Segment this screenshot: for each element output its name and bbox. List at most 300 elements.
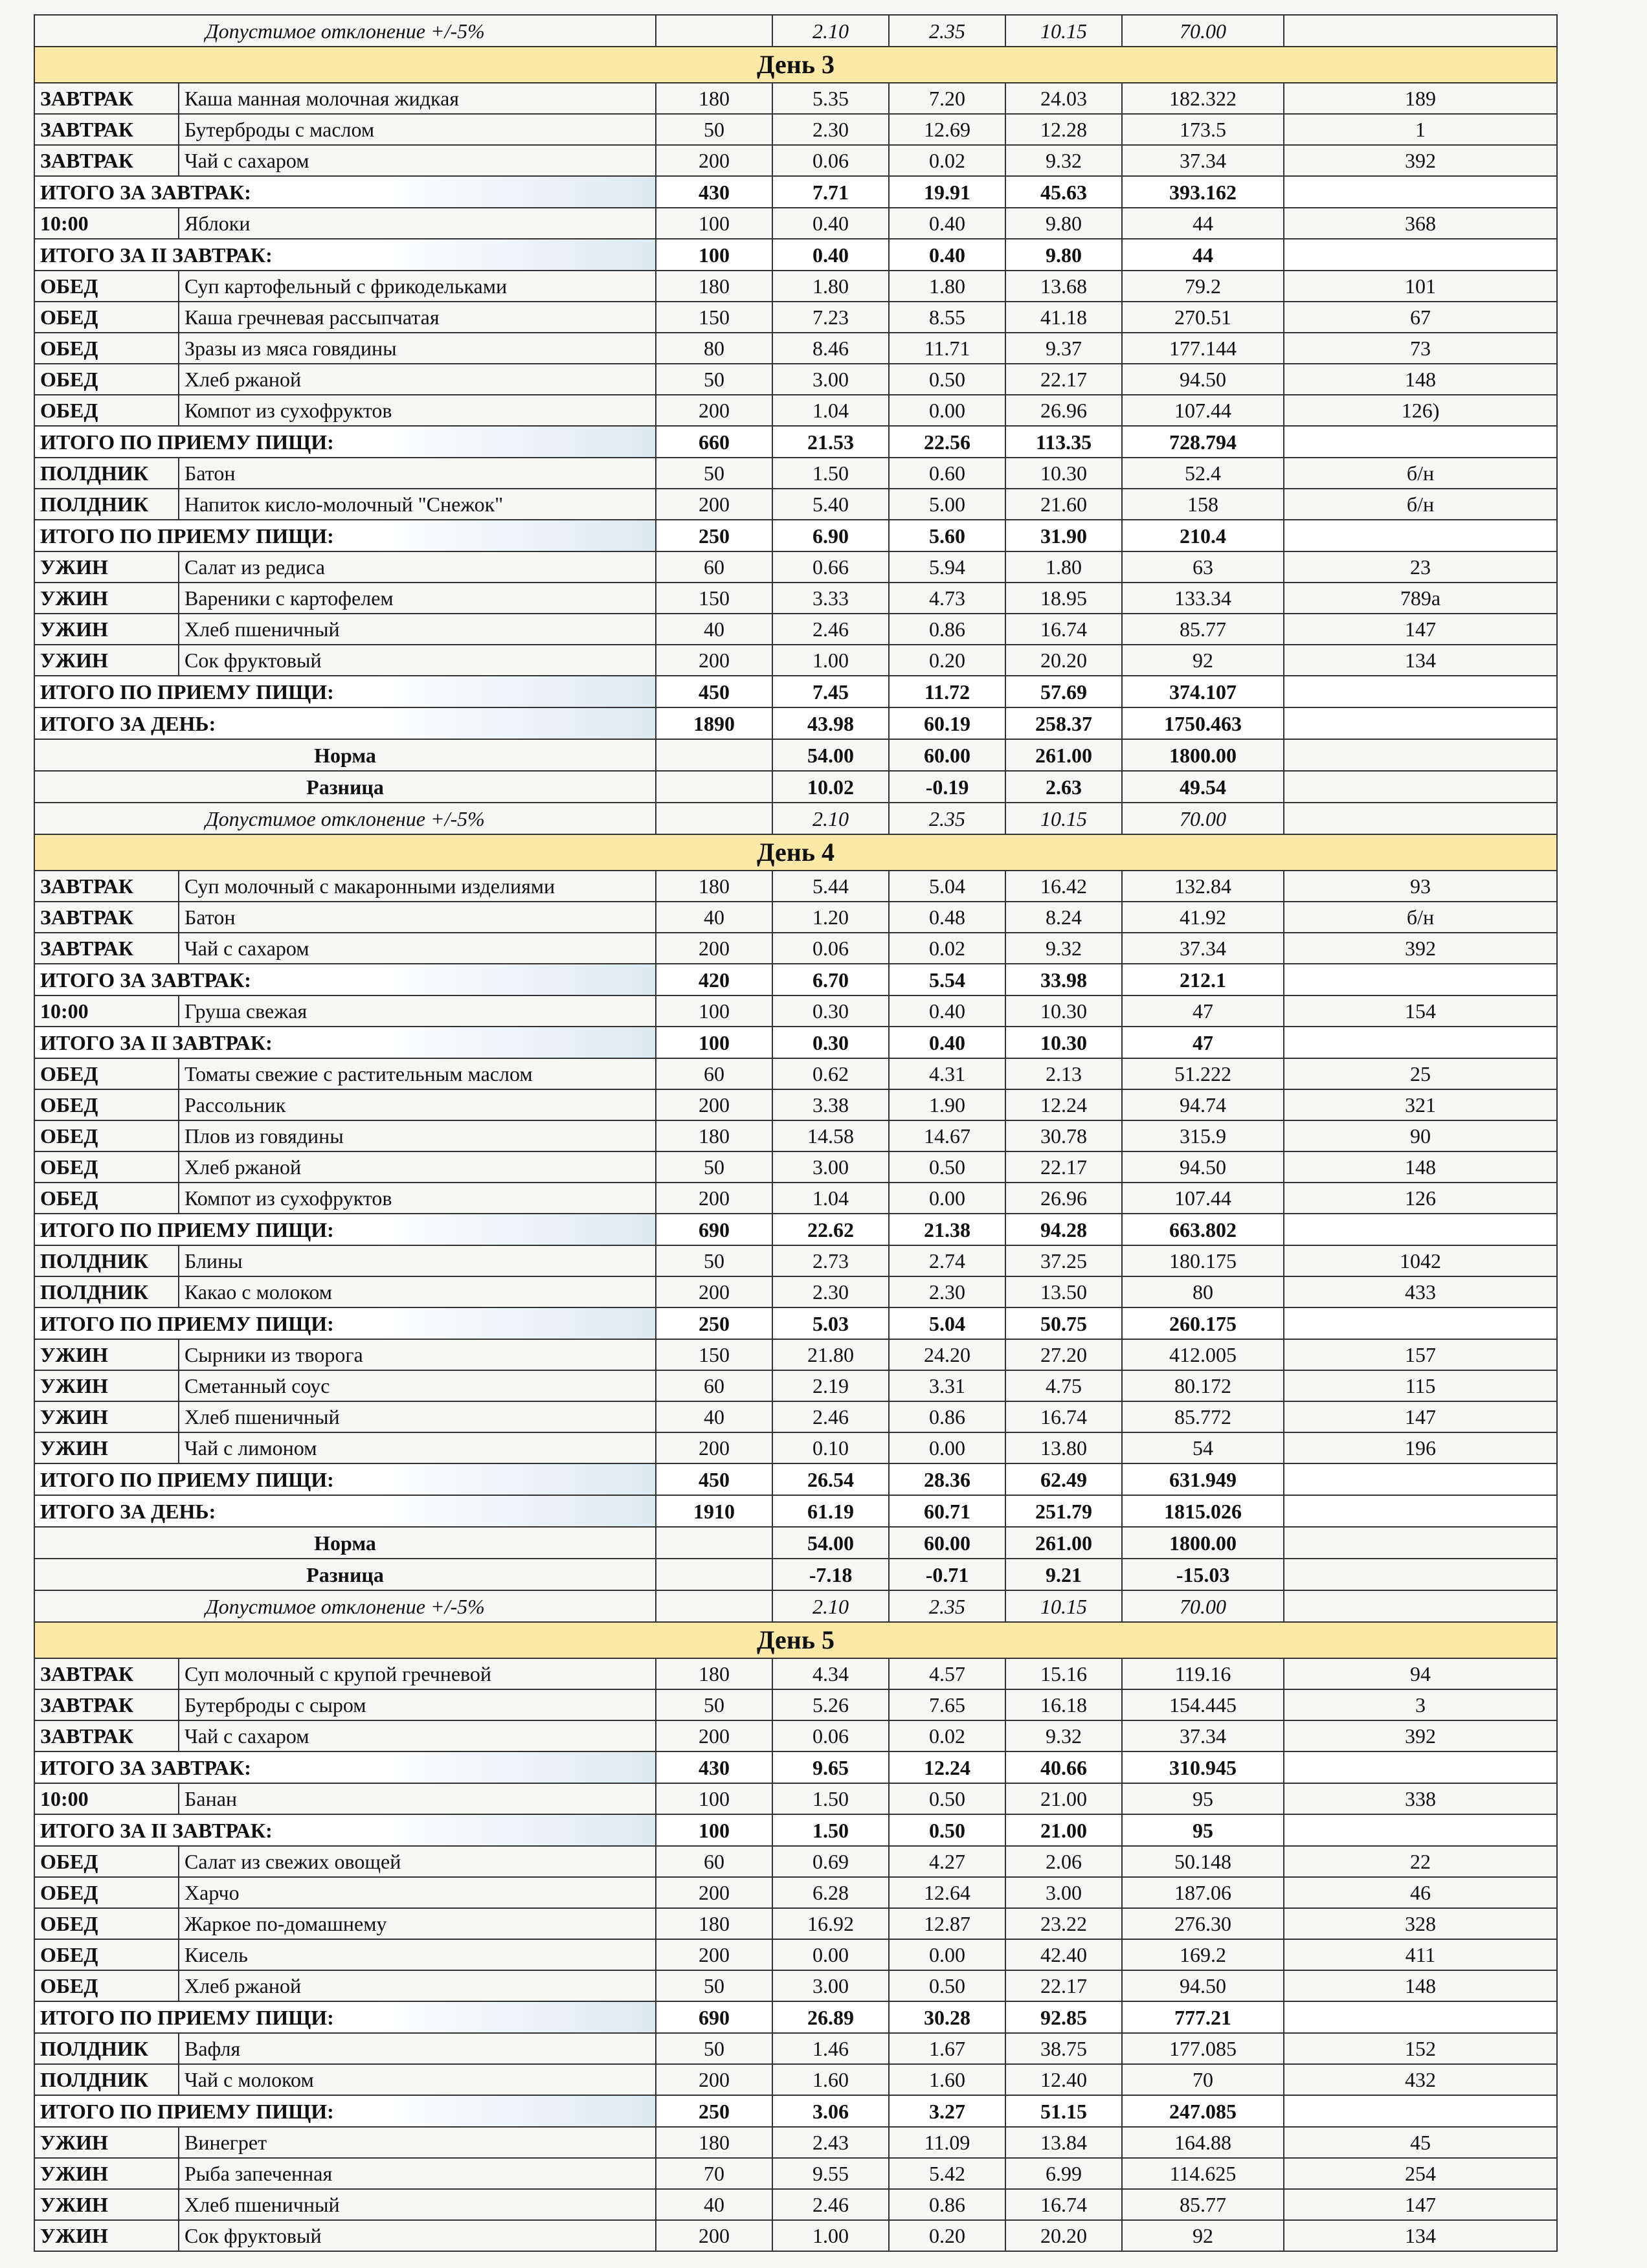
total-label: ИТОГО ПО ПРИЕМУ ПИЩИ: <box>34 2095 656 2127</box>
value-cell: 180 <box>656 271 772 302</box>
value-cell: 3 <box>1284 1689 1557 1720</box>
dish-name: Батон <box>179 458 656 489</box>
value-cell: 94 <box>1284 1658 1557 1689</box>
value-cell <box>1284 707 1557 739</box>
menu-item-row <box>34 1401 1557 1432</box>
value-cell: 50 <box>656 364 772 395</box>
value-cell: 1.80 <box>772 271 889 302</box>
value-cell: 2.35 <box>889 803 1005 834</box>
value-cell: 200 <box>656 2220 772 2251</box>
value-cell: 0.50 <box>889 364 1005 395</box>
meal-name: УЖИН <box>34 583 179 614</box>
value-cell: 4.34 <box>772 1658 889 1689</box>
value-cell: 173.5 <box>1122 114 1284 145</box>
dish-name: Хлеб пшеничный <box>179 2189 656 2220</box>
value-cell: 10.30 <box>1005 995 1122 1027</box>
value-cell: 12.24 <box>889 1751 1005 1783</box>
value-cell: 10.02 <box>772 771 889 803</box>
value-cell <box>1284 1214 1557 1245</box>
value-cell: 70 <box>656 2158 772 2189</box>
value-cell: 148 <box>1284 1970 1557 2001</box>
value-cell: 37.34 <box>1122 1720 1284 1751</box>
meal-name: ЗАВТРАК <box>34 1689 179 1720</box>
value-cell: 2.46 <box>772 1401 889 1432</box>
dish-name: Хлеб ржаной <box>179 1151 656 1183</box>
dish-name: Вафля <box>179 2033 656 2064</box>
value-cell: 1.60 <box>772 2064 889 2095</box>
total-label: ИТОГО ПО ПРИЕМУ ПИЩИ: <box>34 1463 656 1495</box>
value-cell: 6.90 <box>772 520 889 551</box>
value-cell: 200 <box>656 1183 772 1214</box>
value-cell: 80.172 <box>1122 1370 1284 1401</box>
value-cell: 30.28 <box>889 2001 1005 2033</box>
value-cell: 0.00 <box>889 395 1005 426</box>
value-cell: 3.27 <box>889 2095 1005 2127</box>
menu-item-row <box>34 2033 1557 2064</box>
value-cell: 92.85 <box>1005 2001 1122 2033</box>
value-cell: 200 <box>656 1720 772 1751</box>
value-cell: 92 <box>1122 645 1284 676</box>
value-cell: 2.13 <box>1005 1058 1122 1089</box>
value-cell <box>656 803 772 834</box>
value-cell <box>1284 1495 1557 1527</box>
dish-name: Кисель <box>179 1939 656 1970</box>
value-cell: 0.06 <box>772 933 889 964</box>
value-cell: 4.73 <box>889 583 1005 614</box>
value-cell: 3.00 <box>772 364 889 395</box>
meal-name: ОБЕД <box>34 1846 179 1877</box>
value-cell: 37.34 <box>1122 933 1284 964</box>
value-cell: 260.175 <box>1122 1307 1284 1339</box>
value-cell: 51.222 <box>1122 1058 1284 1089</box>
value-cell: 157 <box>1284 1339 1557 1370</box>
value-cell: 51.15 <box>1005 2095 1122 2127</box>
value-cell: 9.80 <box>1005 208 1122 239</box>
total-row <box>34 676 1557 707</box>
dish-name: Напиток кисло-молочный "Снежок" <box>179 489 656 520</box>
menu-item-row <box>34 995 1557 1027</box>
value-cell: 0.86 <box>889 1401 1005 1432</box>
value-cell: 392 <box>1284 1720 1557 1751</box>
value-cell: 114.625 <box>1122 2158 1284 2189</box>
total-label: ИТОГО ЗА II ЗАВТРАК: <box>34 239 656 271</box>
value-cell: 0.10 <box>772 1432 889 1463</box>
value-cell: 5.44 <box>772 871 889 902</box>
meal-name: ОБЕД <box>34 395 179 426</box>
value-cell: 11.72 <box>889 676 1005 707</box>
value-cell: 0.40 <box>889 239 1005 271</box>
value-cell: 5.60 <box>889 520 1005 551</box>
value-cell: 147 <box>1284 2189 1557 2220</box>
menu-item-row <box>34 1432 1557 1463</box>
value-cell: 94.50 <box>1122 1970 1284 2001</box>
value-cell: 0.86 <box>889 614 1005 645</box>
menu-item-row <box>34 1183 1557 1214</box>
menu-item-row <box>34 645 1557 676</box>
value-cell <box>1284 15 1557 47</box>
value-cell: 16.92 <box>772 1908 889 1939</box>
value-cell: 8.46 <box>772 333 889 364</box>
value-cell: 1.20 <box>772 902 889 933</box>
value-cell: 52.4 <box>1122 458 1284 489</box>
value-cell: 158 <box>1122 489 1284 520</box>
value-cell: 2.30 <box>772 114 889 145</box>
value-cell: 40 <box>656 614 772 645</box>
value-cell: 92 <box>1122 2220 1284 2251</box>
value-cell: 9.32 <box>1005 933 1122 964</box>
value-cell: 200 <box>656 645 772 676</box>
menu-item-row <box>34 1089 1557 1120</box>
value-cell: 1042 <box>1284 1245 1557 1276</box>
value-cell: 25 <box>1284 1058 1557 1089</box>
deviation-label: Допустимое отклонение +/-5% <box>34 803 656 834</box>
value-cell: 180 <box>656 1120 772 1151</box>
value-cell: 6.99 <box>1005 2158 1122 2189</box>
dish-name: Хлеб ржаной <box>179 1970 656 2001</box>
value-cell: 0.00 <box>889 1939 1005 1970</box>
meal-name: ОБЕД <box>34 271 179 302</box>
value-cell: 777.21 <box>1122 2001 1284 2033</box>
value-cell <box>1284 239 1557 271</box>
menu-item-row <box>34 1970 1557 2001</box>
value-cell: 8.55 <box>889 302 1005 333</box>
value-cell: 42.40 <box>1005 1939 1122 1970</box>
value-cell: 38.75 <box>1005 2033 1122 2064</box>
total-label: ИТОГО ПО ПРИЕМУ ПИЩИ: <box>34 426 656 458</box>
menu-item-row <box>34 2127 1557 2158</box>
day-title: День 3 <box>34 47 1557 83</box>
norm-row <box>34 739 1557 771</box>
value-cell: 11.71 <box>889 333 1005 364</box>
value-cell: б/н <box>1284 458 1557 489</box>
value-cell: 4.75 <box>1005 1370 1122 1401</box>
value-cell: 432 <box>1284 2064 1557 2095</box>
meal-name: УЖИН <box>34 551 179 583</box>
value-cell: 2.35 <box>889 15 1005 47</box>
value-cell: 310.945 <box>1122 1751 1284 1783</box>
value-cell: 328 <box>1284 1908 1557 1939</box>
value-cell <box>1284 676 1557 707</box>
value-cell: 1.50 <box>772 1783 889 1814</box>
value-cell: 1.67 <box>889 2033 1005 2064</box>
value-cell: 12.24 <box>1005 1089 1122 1120</box>
value-cell: 50 <box>656 114 772 145</box>
value-cell: 254 <box>1284 2158 1557 2189</box>
value-cell: 315.9 <box>1122 1120 1284 1151</box>
value-cell: 20.20 <box>1005 645 1122 676</box>
value-cell: 177.085 <box>1122 2033 1284 2064</box>
value-cell: 0.02 <box>889 1720 1005 1751</box>
value-cell: 0.30 <box>772 1027 889 1058</box>
value-cell: 150 <box>656 1339 772 1370</box>
meal-name: ПОЛДНИК <box>34 2033 179 2064</box>
value-cell: 80 <box>1122 1276 1284 1307</box>
value-cell: 15.16 <box>1005 1658 1122 1689</box>
value-cell: 9.55 <box>772 2158 889 2189</box>
value-cell: 411 <box>1284 1939 1557 1970</box>
value-cell: 0.62 <box>772 1058 889 1089</box>
value-cell: 2.46 <box>772 614 889 645</box>
value-cell: 392 <box>1284 933 1557 964</box>
value-cell: 187.06 <box>1122 1877 1284 1908</box>
value-cell: 14.67 <box>889 1120 1005 1151</box>
value-cell: 182.322 <box>1122 83 1284 114</box>
total-row <box>34 1751 1557 1783</box>
total-row <box>34 239 1557 271</box>
value-cell: 47 <box>1122 995 1284 1027</box>
total-row <box>34 426 1557 458</box>
meal-name: ОБЕД <box>34 1183 179 1214</box>
value-cell: 16.74 <box>1005 2189 1122 2220</box>
dish-name: Сок фруктовый <box>179 2220 656 2251</box>
value-cell: 7.20 <box>889 83 1005 114</box>
value-cell: 21.00 <box>1005 1814 1122 1846</box>
value-cell: 16.42 <box>1005 871 1122 902</box>
value-cell: 54 <box>1122 1432 1284 1463</box>
value-cell: 10.15 <box>1005 15 1122 47</box>
value-cell: 85.77 <box>1122 2189 1284 2220</box>
value-cell: 200 <box>656 1276 772 1307</box>
value-cell: 210.4 <box>1122 520 1284 551</box>
menu-item-row <box>34 933 1557 964</box>
value-cell: 2.74 <box>889 1245 1005 1276</box>
menu-item-row <box>34 614 1557 645</box>
value-cell: 14.58 <box>772 1120 889 1151</box>
value-cell: 9.65 <box>772 1751 889 1783</box>
total-row <box>34 964 1557 995</box>
value-cell: 31.90 <box>1005 520 1122 551</box>
value-cell: 21.80 <box>772 1339 889 1370</box>
meal-name: ЗАВТРАК <box>34 933 179 964</box>
menu-item-row <box>34 458 1557 489</box>
value-cell <box>656 739 772 771</box>
value-cell: 338 <box>1284 1783 1557 1814</box>
value-cell: 0.86 <box>889 2189 1005 2220</box>
value-cell: 1.90 <box>889 1089 1005 1120</box>
value-cell: 94.28 <box>1005 1214 1122 1245</box>
value-cell: 789а <box>1284 583 1557 614</box>
dish-name: Яблоки <box>179 208 656 239</box>
value-cell: 40 <box>656 2189 772 2220</box>
menu-item-row <box>34 1276 1557 1307</box>
value-cell: 152 <box>1284 2033 1557 2064</box>
total-label: ИТОГО ПО ПРИЕМУ ПИЩИ: <box>34 676 656 707</box>
total-label: ИТОГО ЗА ЗАВТРАК: <box>34 176 656 208</box>
total-label: ИТОГО ПО ПРИЕМУ ПИЩИ: <box>34 1307 656 1339</box>
value-cell: 251.79 <box>1005 1495 1122 1527</box>
value-cell: 90 <box>1284 1120 1557 1151</box>
value-cell: 5.94 <box>889 551 1005 583</box>
menu-item-row <box>34 333 1557 364</box>
value-cell: 1.50 <box>772 1814 889 1846</box>
menu-item-row <box>34 1908 1557 1939</box>
meal-name: УЖИН <box>34 645 179 676</box>
meal-name: ОБЕД <box>34 1970 179 2001</box>
value-cell: 3.00 <box>1005 1877 1122 1908</box>
value-cell: 21.60 <box>1005 489 1122 520</box>
value-cell: 7.45 <box>772 676 889 707</box>
value-cell: 41.92 <box>1122 902 1284 933</box>
value-cell: 50 <box>656 458 772 489</box>
value-cell: 147 <box>1284 614 1557 645</box>
meal-name: ЗАВТРАК <box>34 145 179 176</box>
value-cell: 100 <box>656 1027 772 1058</box>
total-label: ИТОГО ЗА ДЕНЬ: <box>34 1495 656 1527</box>
dish-name: Рыба запеченная <box>179 2158 656 2189</box>
value-cell: 94.50 <box>1122 1151 1284 1183</box>
total-row <box>34 1027 1557 1058</box>
value-cell: 433 <box>1284 1276 1557 1307</box>
menu-item-row <box>34 145 1557 176</box>
value-cell: 134 <box>1284 2220 1557 2251</box>
dish-name: Батон <box>179 902 656 933</box>
value-cell: 250 <box>656 1307 772 1339</box>
value-cell: 250 <box>656 520 772 551</box>
value-cell: 12.28 <box>1005 114 1122 145</box>
value-cell: 5.03 <box>772 1307 889 1339</box>
value-cell: 180.175 <box>1122 1245 1284 1276</box>
menu-item-row <box>34 583 1557 614</box>
meal-name: ОБЕД <box>34 1908 179 1939</box>
value-cell <box>1284 964 1557 995</box>
meal-name: УЖИН <box>34 1370 179 1401</box>
value-cell: 7.23 <box>772 302 889 333</box>
dish-name: Банан <box>179 1783 656 1814</box>
value-cell: 60.00 <box>889 739 1005 771</box>
value-cell: -0.19 <box>889 771 1005 803</box>
value-cell: 21.00 <box>1005 1783 1122 1814</box>
value-cell: 180 <box>656 871 772 902</box>
meal-name: УЖИН <box>34 1432 179 1463</box>
meal-name: ОБЕД <box>34 1058 179 1089</box>
value-cell: 16.18 <box>1005 1689 1122 1720</box>
value-cell: 4.27 <box>889 1846 1005 1877</box>
meal-name: ЗАВТРАК <box>34 1658 179 1689</box>
value-cell: 113.35 <box>1005 426 1122 458</box>
value-cell: 169.2 <box>1122 1939 1284 1970</box>
meal-name: УЖИН <box>34 2127 179 2158</box>
value-cell: 26.96 <box>1005 395 1122 426</box>
value-cell: 1.04 <box>772 1183 889 1214</box>
value-cell: 0.50 <box>889 1151 1005 1183</box>
dish-name: Чай с молоком <box>179 2064 656 2095</box>
value-cell: 30.78 <box>1005 1120 1122 1151</box>
value-cell: 180 <box>656 1658 772 1689</box>
value-cell: 4.31 <box>889 1058 1005 1089</box>
value-cell: 412.005 <box>1122 1339 1284 1370</box>
value-cell: 0.50 <box>889 1814 1005 1846</box>
value-cell: 12.87 <box>889 1908 1005 1939</box>
value-cell: 250 <box>656 2095 772 2127</box>
value-cell: 107.44 <box>1122 395 1284 426</box>
value-cell: 690 <box>656 1214 772 1245</box>
value-cell: 12.69 <box>889 114 1005 145</box>
value-cell: 100 <box>656 1783 772 1814</box>
value-cell: 189 <box>1284 83 1557 114</box>
value-cell: 0.48 <box>889 902 1005 933</box>
value-cell: 3.06 <box>772 2095 889 2127</box>
value-cell: 70.00 <box>1122 803 1284 834</box>
total-label: ИТОГО ПО ПРИЕМУ ПИЩИ: <box>34 520 656 551</box>
value-cell: 200 <box>656 1939 772 1970</box>
value-cell: 374.107 <box>1122 676 1284 707</box>
value-cell: 50 <box>656 2033 772 2064</box>
value-cell: 100 <box>656 995 772 1027</box>
value-cell: 5.04 <box>889 871 1005 902</box>
value-cell: 18.95 <box>1005 583 1122 614</box>
value-cell: 54.00 <box>772 739 889 771</box>
value-cell: 60.71 <box>889 1495 1005 1527</box>
value-cell: 45 <box>1284 2127 1557 2158</box>
value-cell: 22.56 <box>889 426 1005 458</box>
value-cell: 60 <box>656 1058 772 1089</box>
value-cell: 276.30 <box>1122 1908 1284 1939</box>
value-cell: 430 <box>656 176 772 208</box>
value-cell: 93 <box>1284 871 1557 902</box>
value-cell: 728.794 <box>1122 426 1284 458</box>
dish-name: Бутерброды с сыром <box>179 1689 656 1720</box>
value-cell: 26.96 <box>1005 1183 1122 1214</box>
menu-item-row <box>34 902 1557 933</box>
value-cell: 261.00 <box>1005 1527 1122 1559</box>
value-cell: 60 <box>656 1370 772 1401</box>
menu-item-row <box>34 1151 1557 1183</box>
value-cell: 368 <box>1284 208 1557 239</box>
value-cell <box>1284 1590 1557 1622</box>
value-cell: 119.16 <box>1122 1658 1284 1689</box>
value-cell: 1815.026 <box>1122 1495 1284 1527</box>
value-cell: 0.40 <box>889 995 1005 1027</box>
value-cell: 100 <box>656 208 772 239</box>
total-label: ИТОГО ЗА ДЕНЬ: <box>34 707 656 739</box>
menu-item-row <box>34 1245 1557 1276</box>
value-cell: 631.949 <box>1122 1463 1284 1495</box>
menu-item-row <box>34 1846 1557 1877</box>
value-cell: 37.25 <box>1005 1245 1122 1276</box>
value-cell: -7.18 <box>772 1559 889 1590</box>
menu-item-row <box>34 1689 1557 1720</box>
value-cell: 40 <box>656 902 772 933</box>
value-cell: 5.40 <box>772 489 889 520</box>
meal-name: УЖИН <box>34 1339 179 1370</box>
menu-item-row <box>34 208 1557 239</box>
menu-item-row <box>34 114 1557 145</box>
value-cell: 70 <box>1122 2064 1284 2095</box>
value-cell: 177.144 <box>1122 333 1284 364</box>
value-cell: 1.04 <box>772 395 889 426</box>
value-cell <box>1284 1027 1557 1058</box>
dish-name: Рассольник <box>179 1089 656 1120</box>
meal-name: ПОЛДНИК <box>34 1276 179 1307</box>
value-cell <box>1284 739 1557 771</box>
value-cell: 13.50 <box>1005 1276 1122 1307</box>
value-cell: 2.43 <box>772 2127 889 2158</box>
value-cell: 10.30 <box>1005 1027 1122 1058</box>
value-cell: 50.148 <box>1122 1846 1284 1877</box>
value-cell: 107.44 <box>1122 1183 1284 1214</box>
value-cell <box>1284 1463 1557 1495</box>
value-cell: 6.70 <box>772 964 889 995</box>
value-cell: 0.00 <box>772 1939 889 1970</box>
norm-row <box>34 771 1557 803</box>
value-cell: 1750.463 <box>1122 707 1284 739</box>
meal-name: ЗАВТРАК <box>34 1720 179 1751</box>
norm-label: Разница <box>34 771 656 803</box>
value-cell: 22 <box>1284 1846 1557 1877</box>
dish-name: Чай с сахаром <box>179 145 656 176</box>
total-row <box>34 2001 1557 2033</box>
value-cell: 1.00 <box>772 645 889 676</box>
